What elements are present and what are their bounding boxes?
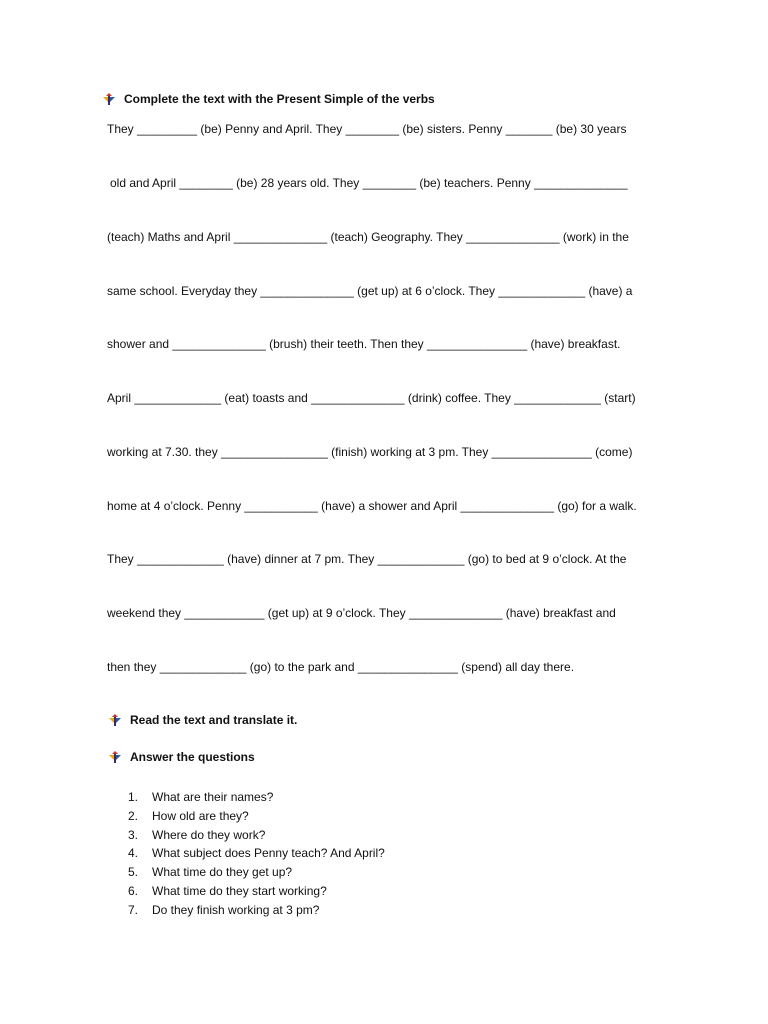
question-number: 4. [128, 846, 139, 861]
exercise-text-line: then they _____________ (go) to the park and _______________ (spend) all day there. [107, 660, 575, 674]
question-text: Where do they work? [152, 827, 266, 842]
question-text: How old are they? [152, 808, 249, 823]
exercise-text-line: shower and ______________ (brush) their teeth. Then they _______________ (have) breakfast. [107, 337, 621, 351]
exercise3-heading-text: Answer the questions [130, 750, 255, 764]
exercise-text-line: They _________ (be) Penny and April. They ________ (be) sisters. Penny _______ (be) 30 years [107, 122, 627, 136]
exercise-text-line: They _____________ (have) dinner at 7 pm. They _____________ (go) to bed at 9 o’clock. At the [107, 552, 627, 566]
arrow-bullet-icon [108, 751, 122, 763]
question-text: What subject does Penny teach? And April? [152, 846, 385, 861]
question-text: What time do they get up? [152, 865, 293, 880]
exercise-text-line: old and April ________ (be) 28 years old. They ________ (be) teachers. Penny ______________ [110, 176, 628, 190]
exercise2-heading [108, 713, 297, 727]
arrow-bullet-icon [102, 93, 116, 105]
exercise-text-line: weekend they ____________ (get up) at 9 o’clock. They ______________ (have) breakfast and [107, 606, 616, 620]
question-number: 6. [128, 883, 139, 898]
exercise-text-line: April _____________ (eat) toasts and ______________ (drink) coffee. They _____________ (start) [107, 391, 636, 405]
exercise1-heading-text: Complete the text with the Present Simple of the verbs [124, 92, 435, 106]
question-item [128, 901, 385, 920]
exercise3-heading [108, 750, 255, 764]
exercise-text-line: (teach) Maths and April ______________ (teach) Geography. They ______________ (work) in the [107, 230, 629, 244]
question-text: Do they finish working at 3 pm? [152, 902, 320, 917]
exercise1-heading [102, 92, 435, 106]
exercise-text-line: working at 7.30. they ________________ (finish) working at 3 pm. They _______________ (come) [107, 445, 633, 459]
questions-list [128, 788, 385, 920]
question-number: 5. [128, 865, 139, 880]
question-item [128, 844, 385, 863]
question-item [128, 788, 385, 807]
exercise2-heading-text: Read the text and translate it. [130, 713, 298, 727]
question-item [128, 882, 385, 901]
question-number: 3. [128, 827, 139, 842]
question-item [128, 807, 385, 826]
question-number: 7. [128, 902, 139, 917]
question-text: What are their names? [152, 790, 274, 804]
question-number: 1. [128, 790, 139, 804]
question-text: What time do they start working? [152, 883, 327, 898]
question-item [128, 863, 385, 882]
arrow-bullet-icon [108, 714, 122, 726]
exercise-text-line: same school. Everyday they ______________ (get up) at 6 o’clock. They _____________ (have) a [107, 284, 633, 298]
question-item [128, 826, 385, 845]
question-number: 2. [128, 808, 139, 823]
exercise-text-line: home at 4 o’clock. Penny ___________ (have) a shower and April ______________ (go) for a walk. [107, 499, 637, 513]
